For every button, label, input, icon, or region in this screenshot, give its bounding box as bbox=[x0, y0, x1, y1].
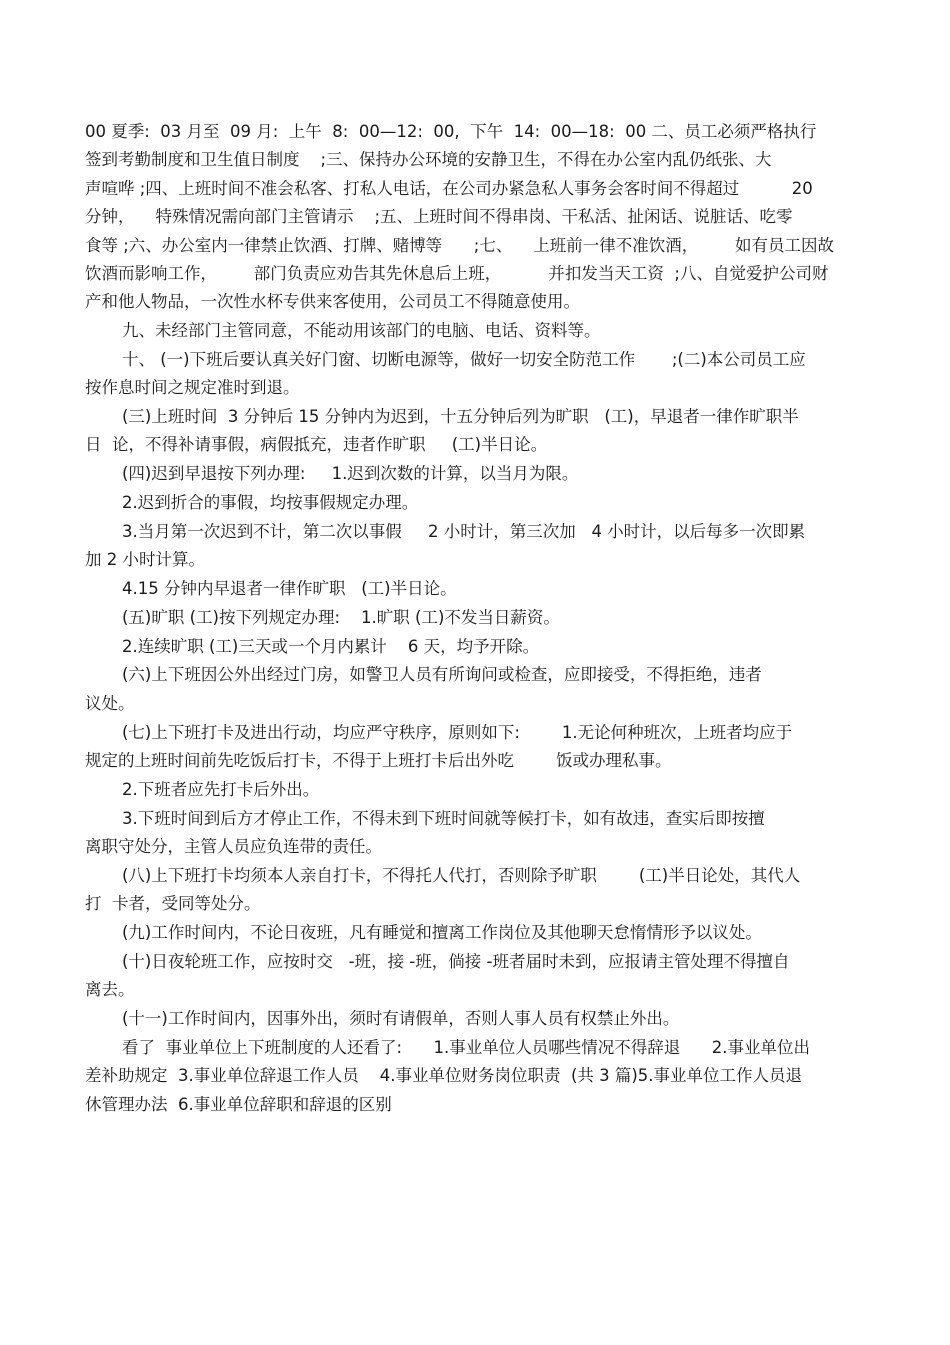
text-line: (九)工作时间内，不论日夜班，凡有睡觉和擅离工作岗位及其他聊天怠惰情形予以议处。 bbox=[122, 923, 762, 942]
text-line: 离去。 bbox=[85, 980, 135, 999]
text-line: 休管理办法 6.事业单位辞职和辞退的区别 bbox=[85, 1095, 392, 1114]
text-line: 分钟， 特殊情况需向部门主管请示 ;五、上班时间不得串岗、干私活、扯闲话、说脏话、吃零 bbox=[85, 207, 793, 226]
text-line: (三)上班时间 3 分钟后 15 分钟内为迟到，十五分钟后列为旷职 (工)，早退者一律作旷职半 bbox=[122, 407, 799, 426]
text-line: (六)上下班因公外出经过门房，如警卫人员有所询问或检查，应即接受，不得拒绝，违者 bbox=[122, 665, 762, 684]
text-line: (四)迟到早退按下列办理: 1.迟到次数的计算，以当月为限。 bbox=[122, 464, 579, 483]
text-line: 2.连续旷职 (工)三天或一个月内累计 6 天，均予开除。 bbox=[122, 637, 540, 656]
text-line: 产和他人物品，一次性水杯专供来客使用，公司员工不得随意使用。 bbox=[85, 292, 580, 311]
text-line: 食等 ;六、办公室内一律禁止饮酒、打牌、赌博等 ;七、 上班前一律不准饮酒， 如有员工因故 bbox=[85, 236, 835, 255]
text-line: 议处。 bbox=[85, 694, 135, 713]
text-line: 差补助规定 3.事业单位辞退工作人员 4.事业单位财务岗位职责 (共 3 篇)5.事业单位工作人员退 bbox=[85, 1066, 803, 1085]
text-line: 日 论，不得补请事假，病假抵充，违者作旷职 (工)半日论。 bbox=[85, 435, 548, 454]
text-line: (十)日夜轮班工作，应按时交 -班，接 -班，倘接 -班者届时未到，应报请主管处理不得擅自 bbox=[122, 952, 790, 971]
text-line: 规定的上班时间前先吃饭后打卡，不得于上班打卡后出外吃 饭或办理私事。 bbox=[85, 751, 672, 770]
text-line: 签到考勤制度和卫生值日制度 ;三、保持办公环境的安静卫生，不得在办公室内乱仍纸张、大 bbox=[85, 150, 772, 169]
text-line: (五)旷职 (工)按下列规定办理: 1.旷职 (工)不发当日薪资。 bbox=[122, 608, 560, 627]
text-line: 声喧哗 ;四、上班时间不准会私客、打私人电话，在公司办紧急私人事务会客时间不得超过 20 bbox=[85, 179, 813, 198]
text-line: 离职守处分，主管人员应负连带的责任。 bbox=[85, 837, 382, 856]
text-line: (十一)工作时间内，因事外出，须时有请假单，否则人事人员有权禁止外出。 bbox=[122, 1009, 680, 1028]
text-line: 九、未经部门主管同意，不能动用该部门的电脑、电话、资料等。 bbox=[122, 321, 601, 340]
text-line: 打 卡者，受同等处分。 bbox=[85, 894, 261, 913]
text-line: 十、 (一)下班后要认真关好门窗、切断电源等，做好一切安全防范工作 ;(二)本公司员工应 bbox=[122, 350, 806, 369]
text-line: 2.下班者应先打卡后外出。 bbox=[122, 780, 320, 799]
text-line: 看了 事业单位上下班制度的人还看了: 1.事业单位人员哪些情况不得辞退 2.事业单位出 bbox=[122, 1038, 810, 1057]
text-line: 饮酒而影响工作， 部门负责应劝告其先休息后上班， 并扣发当天工资 ;八、自觉爱护公司财 bbox=[85, 264, 829, 283]
text-line: 00 夏季: 03 月至 09 月: 上午 8: 00—12: 00, 下午 14: 00—18: 00 二、员工必须严格执行 bbox=[85, 122, 817, 141]
text-line: 2.迟到折合的事假，均按事假规定办理。 bbox=[122, 493, 419, 512]
text-line: 按作息时间之规定准时到退。 bbox=[85, 378, 300, 397]
text-line: (七)上下班打卡及进出行动，均应严守秩序，原则如下: 1.无论何种班次，上班者均应于 bbox=[122, 723, 793, 742]
text-line: 加 2 小时计算。 bbox=[85, 550, 205, 569]
text-line: 3.下班时间到后方才停止工作，不得未到下班时间就等候打卡，如有故违，查实后即按擅 bbox=[122, 809, 765, 828]
text-line: (八)上下班打卡均须本人亲自打卡，不得托人代打，否则除予旷职 (工)半日论处，其代人 bbox=[122, 866, 801, 885]
text-line: 4.15 分钟内早退者一律作旷职 (工)半日论。 bbox=[122, 579, 457, 598]
text-line: 3.当月第一次迟到不计，第二次以事假 2 小时计，第三次加 4 小时计，以后每多一次即累 bbox=[122, 522, 806, 541]
